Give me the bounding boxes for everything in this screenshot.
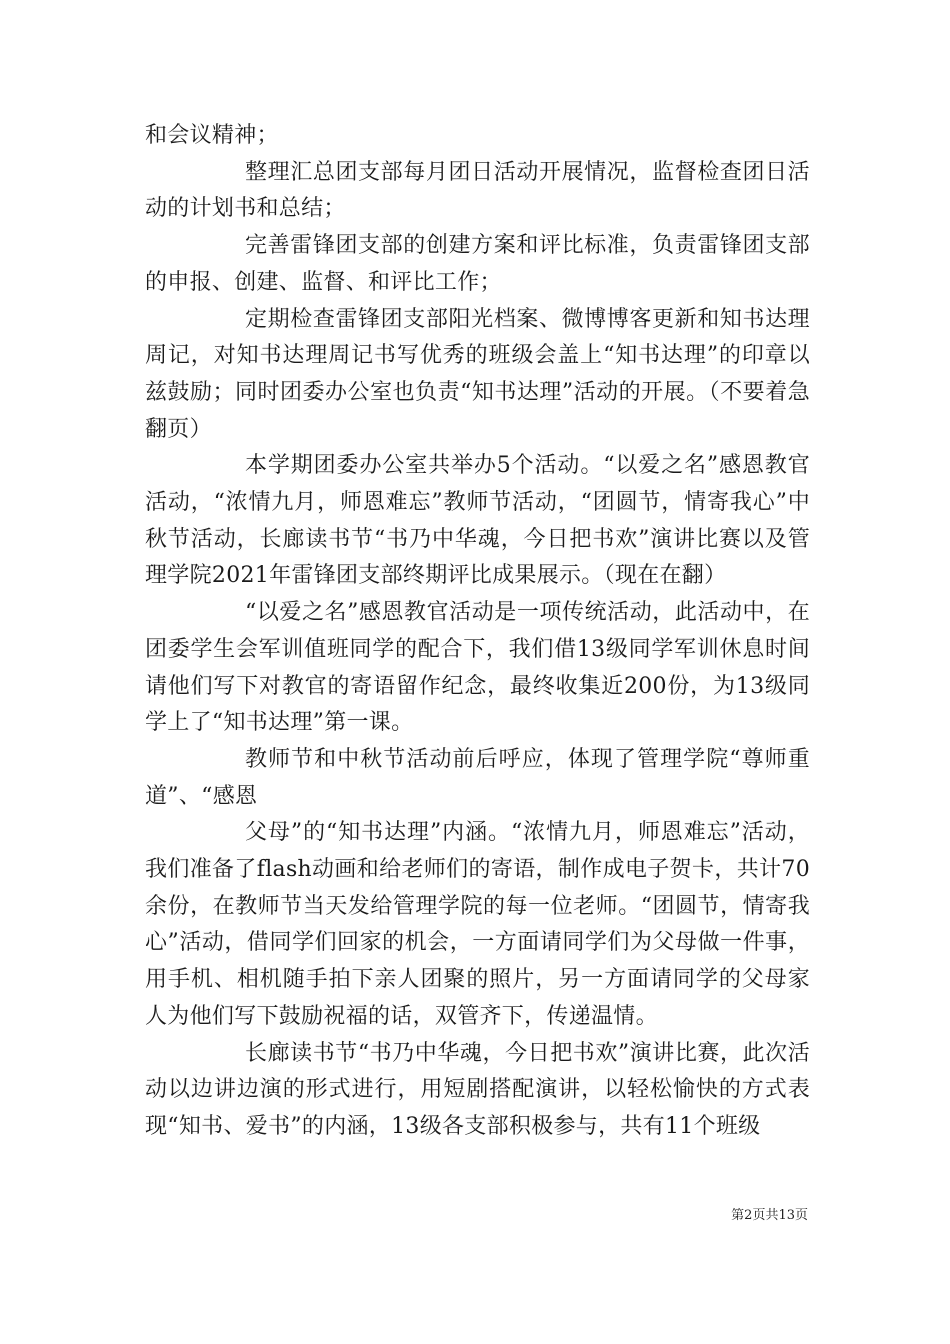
- paragraph-9: 长廊读书节“书乃中华魂，今日把书欢”演讲比赛，此次活动以边讲边演的形式进行，用短剧搭配演讲，以轻松愉快的方式表现“知书、爱书”的内涵，13级各支部积极参与，共有11个班级: [145, 1040, 810, 1139]
- paragraph-4: 定期检查雷锋团支部阳光档案、微博博客更新和知书达理周记，对知书达理周记书写优秀的班级会盖上“知书达理”的印章以兹鼓励；同时团委办公室也负责“知书达理”活动的开展。（不要着急翻页）: [145, 306, 810, 442]
- paragraph-3: 完善雷锋团支部的创建方案和评比标准，负责雷锋团支部的申报、创建、监督、和评比工作；: [145, 233, 810, 295]
- paragraph-7: 教师节和中秋节活动前后呼应，体现了管理学院“尊师重道”、“感恩: [145, 746, 810, 809]
- document-body: [145, 118, 810, 1146]
- paragraph-2: 整理汇总团支部每月团日活动开展情况，监督检查团日活动的计划书和总结；: [145, 159, 810, 222]
- paragraph-1: 和会议精神；: [145, 123, 279, 148]
- page-number: 第2页共13页: [731, 1208, 808, 1223]
- paragraph-8: 父母”的“知书达理”内涵。“浓情九月，师恩难忘”活动，我们准备了flash动画和给老师们的寄语，制作成电子贺卡，共计70余份，在教师节当天发给管理学院的每一位老师。“团圆节，情寄我心”活动，借同学们回家的机会，一方面请同学们为父母做一件事，用手机、相机随手拍下亲人团聚的照片，另一方面请同学的父母家人为他们写下鼓励祝福的话，双管齐下，传递温情。: [145, 820, 810, 1029]
- paragraph-5: 本学期团委办公室共举办5个活动。“以爱之名”感恩教官活动，“浓情九月，师恩难忘”教师节活动，“团圆节，情寄我心”中秋节活动，长廊读书节“书乃中华魂，今日把书欢”演讲比赛以及管理学院2021年雷锋团支部终期评比成果展示。（现在在翻）: [145, 453, 810, 589]
- paragraph-6: “以爱之名”感恩教官活动是一项传统活动，此活动中，在团委学生会军训值班同学的配合下，我们借13级同学军训休息时间请他们写下对教官的寄语留作纪念，最终收集近200份，为13级同学上了“知书达理”第一课。: [145, 600, 810, 736]
